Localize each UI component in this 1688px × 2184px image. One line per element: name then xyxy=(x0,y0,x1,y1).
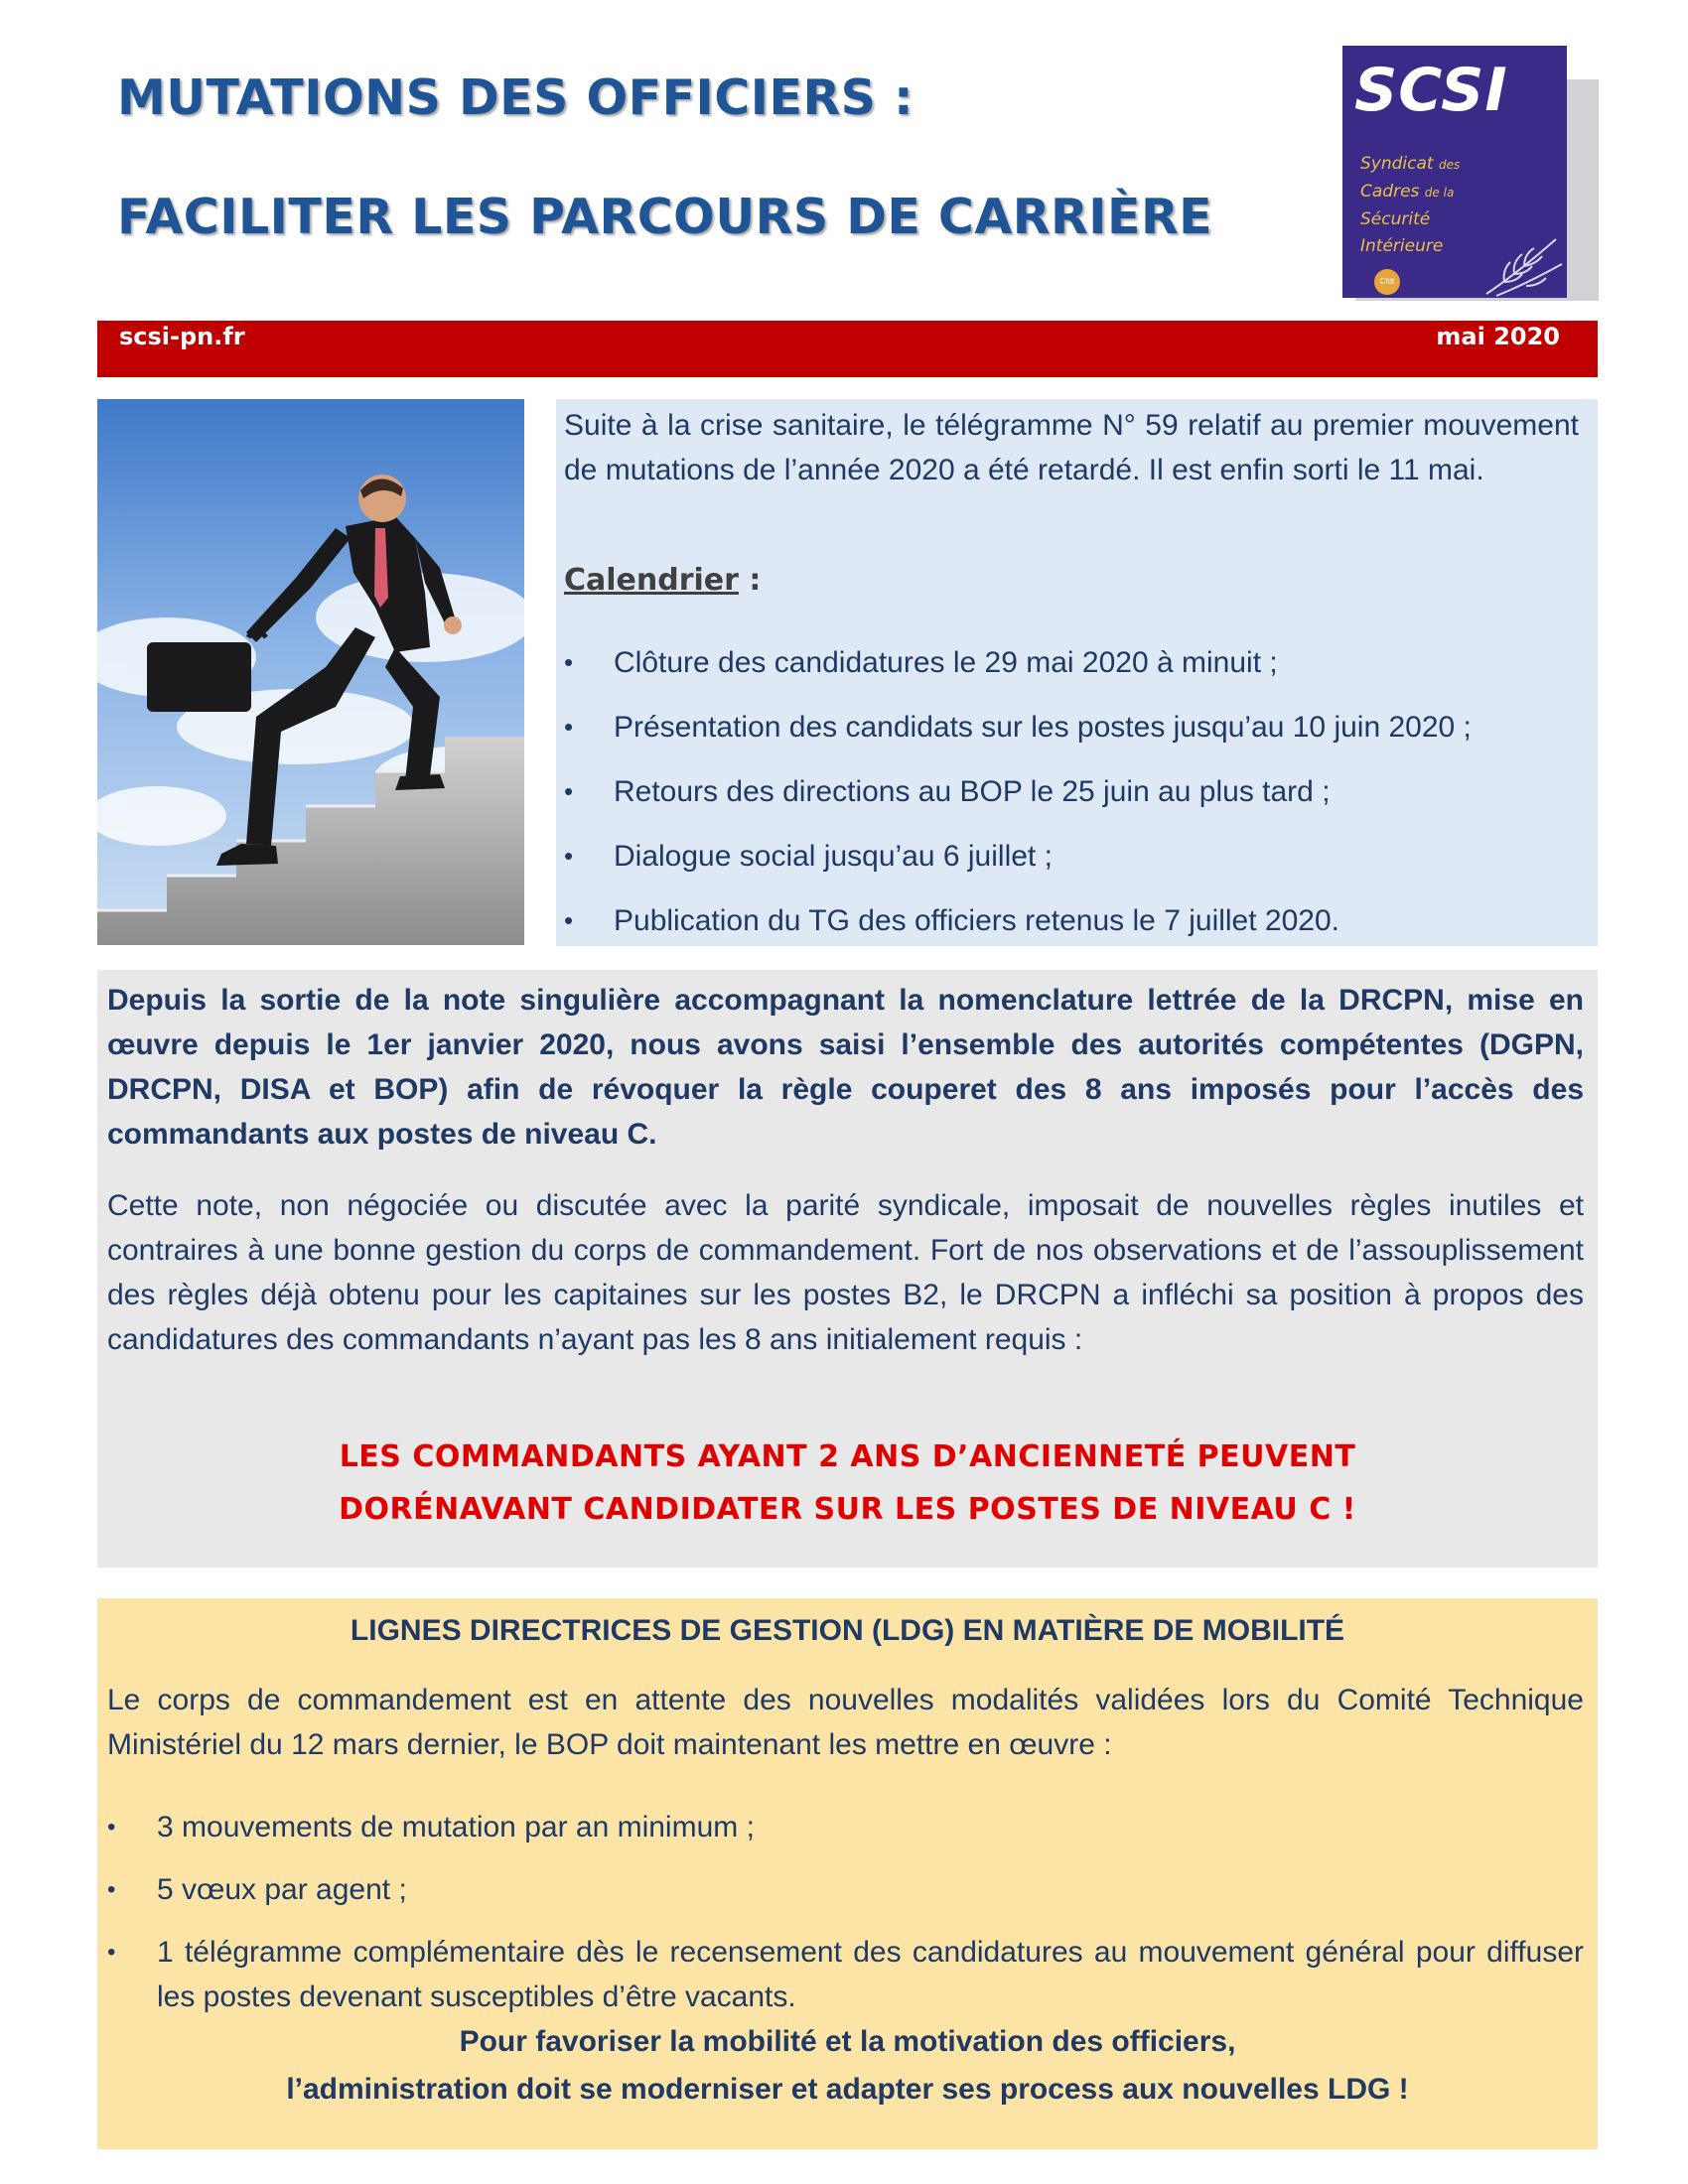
calendar-label-suffix: : xyxy=(738,563,762,598)
intro-paragraph: Suite à la crise sanitaire, le télégramme N° 59 relatif au premier mouvement de mutations de l’année 2020 a été retardé. Il est enfin sorti le 11 mai. xyxy=(564,409,1579,486)
highlight-line: LES COMMANDANTS AYANT 2 ANS D’ANCIENNETÉ PEUVENT xyxy=(339,1439,1356,1474)
calendar-item: • Dialogue social jusqu’au 6 juillet ; xyxy=(564,824,1472,888)
ldg-box xyxy=(97,1598,1598,2149)
logo-subtitle-word: Sécurité xyxy=(1360,209,1431,229)
ldg-item: • 3 mouvements de mutation par an minimum ; xyxy=(107,1805,1584,1849)
page-title-line2: FACILITER LES PARCOURS DE CARRIÈRE xyxy=(117,189,1213,245)
calendar-label: Calendrier xyxy=(564,563,739,598)
note-bold-paragraph: Depuis la sortie de la note singulière accompagnant la nomenclature lettrée de la DRCPN, mise en œuvre depuis le 1er janvier 2020, nous avons saisi l’ensemble des autorités compétentes (DGPN, DRCPN, DISA et BOP) afin de révoquer la règle couperet des 8 ans imposés pour l’accès des commandants aux postes de niveau C. xyxy=(107,984,1584,1151)
calendar-item: • Retours des directions au BOP le 25 juin au plus tard ; xyxy=(564,759,1472,824)
ldg-list xyxy=(107,1805,1584,2037)
page-title-line1: MUTATIONS DES OFFICIERS : xyxy=(117,69,914,126)
logo-subtitle-word: des xyxy=(1438,158,1461,172)
laurel-icon xyxy=(1477,234,1566,298)
site-url: scsi-pn.fr xyxy=(119,323,245,350)
ldg-paragraph: Le corps de commandement est en attente des nouvelles modalités validées lors du Comité Technique Ministériel du 12 mars dernier, le BOP doit maintenant les mettre en œuvre : xyxy=(107,1684,1584,1761)
logo-name: SCSI xyxy=(1354,56,1508,125)
ldg-heading: LIGNES DIRECTRICES DE GESTION (LDG) EN MATIÈRE DE MOBILITÉ xyxy=(350,1614,1345,1647)
intro-box xyxy=(556,399,1598,946)
closing-line: l’administration doit se moderniser et adapter ses process aux nouvelles LDG ! xyxy=(286,2073,1409,2106)
logo-subtitle-word: Intérieure xyxy=(1360,236,1444,256)
note-highlight xyxy=(97,1431,1598,1536)
note-box xyxy=(97,970,1598,1568)
note-paragraph: Cette note, non négociée ou discutée avec la parité syndicale, imposait de nouvelles règles inutiles et contraires à une bonne gestion du corps de commandement. Fort de nos observations et de l’assouplissement des règles déjà obtenu pour les capitaines sur les postes B2, le DRCPN a infléchi sa position à propos des candidatures des commandants n’ayant pas les 8 ans initialement requis : xyxy=(107,1189,1584,1356)
calendar-list xyxy=(564,630,1472,953)
closing-line: Pour favoriser la mobilité et la motivation des officiers, xyxy=(459,2025,1236,2058)
issue-date: mai 2020 xyxy=(1436,323,1560,350)
scsi-logo xyxy=(1342,46,1567,298)
header-banner xyxy=(97,321,1598,377)
cfdt-badge: Cfdt xyxy=(1374,269,1400,295)
logo-subtitle-word: de la xyxy=(1424,186,1455,200)
logo-subtitle-word: Cadres xyxy=(1360,182,1420,202)
logo-subtitle-word: Syndicat xyxy=(1360,154,1434,174)
calendar-item: • Publication du TG des officiers retenus le 7 juillet 2020. xyxy=(564,888,1472,953)
calendar-item: • Présentation des candidats sur les postes jusqu’au 10 juin 2020 ; xyxy=(564,695,1472,759)
highlight-line: DORÉNAVANT CANDIDATER SUR LES POSTES DE NIVEAU C ! xyxy=(339,1492,1356,1527)
ldg-closing xyxy=(97,2018,1598,2114)
calendar-item: • Clôture des candidatures le 29 mai 2020 à minuit ; xyxy=(564,630,1472,695)
calendar-heading xyxy=(564,563,761,598)
ldg-item: • 5 vœux par agent ; xyxy=(107,1867,1584,1912)
businessman-stairs-photo xyxy=(97,399,524,945)
ldg-item: • 1 télégramme complémentaire dès le recensement des candidatures au mouvement général pour diffuser les postes devenant susceptibles d’être vacants. xyxy=(107,1930,1584,2019)
